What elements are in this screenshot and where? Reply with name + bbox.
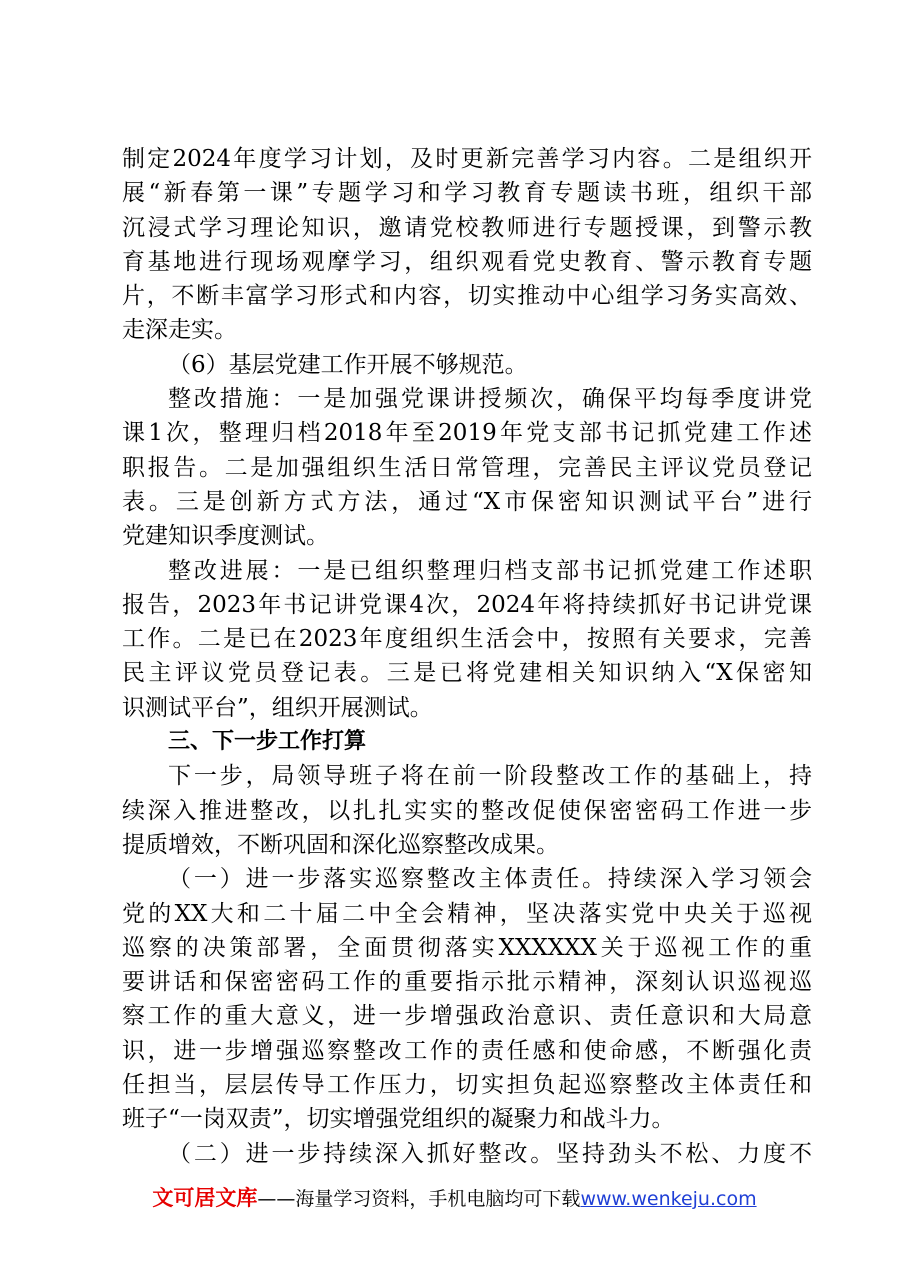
text-line: 整改措施：一是加强党课讲授频次，确保平均每季度讲党 (168, 386, 812, 413)
section-heading: 三、下一步工作打算 (168, 729, 367, 755)
text-line: 续深入推进整改，以扎扎实实的整改促使保密密码工作进一步 (122, 797, 812, 824)
text-line: 片，不断丰富学习形式和内容，切实推动中心组学习务实高效、 (122, 283, 812, 310)
text-line: （6）基层党建工作开展不够规范。 (168, 351, 528, 378)
footer-brand: 文可居文库 (152, 1186, 258, 1210)
text-line: 沉浸式学习理论知识，邀请党校教师进行专题授课，到警示教 (122, 214, 812, 241)
document-body (122, 142, 812, 1171)
text-line: 育基地进行现场观摩学习，组织观看党史教育、警示教育专题 (122, 248, 812, 275)
text-line: 提质增效，不断巩固和深化巡察整改成果。 (122, 831, 559, 858)
text-line: （一）进一步落实巡察整改主体责任。持续深入学习领会 (168, 866, 812, 893)
text-line: 报告，2023年书记讲党课4次，2024年将持续抓好书记讲党课 (122, 591, 812, 618)
text-line: （二）进一步持续深入抓好整改。坚持劲头不松、力度不 (168, 1140, 812, 1167)
text-line: 党建知识季度测试。 (122, 523, 329, 550)
text-line: 表。三是创新方式方法，通过“X市保密知识测试平台”进行 (122, 488, 812, 515)
text-line: 党的XX大和二十届二中全会精神，坚决落实党中央关于巡视 (122, 900, 812, 927)
text-line: 识测试平台”，组织开展测试。 (122, 694, 433, 721)
text-line: 识，进一步增强巡察整改工作的责任感和使命感，不断强化责 (122, 1037, 812, 1064)
text-line: 要讲话和保密密码工作的重要指示批示精神，深刻认识巡视巡 (122, 969, 812, 996)
text-line: 察工作的重大意义，进一步增强政治意识、责任意识和大局意 (122, 1003, 812, 1030)
text-line: 整改进展：一是已组织整理归档支部书记抓党建工作述职 (168, 557, 812, 584)
text-line: 职报告。二是加强组织生活日常管理，完善民主评议党员登记 (122, 454, 812, 481)
text-line: 走深走实。 (122, 317, 237, 344)
text-line: 课1次，整理归档2018年至2019年党支部书记抓党建工作述 (122, 420, 812, 447)
text-line: 下一步，局领导班子将在前一阶段整改工作的基础上，持 (168, 763, 812, 790)
text-line: 展“新春第一课”专题学习和学习教育专题读书班，组织干部 (122, 180, 812, 207)
text-line: 巡察的决策部署，全面贯彻落实XXXXXX关于巡视工作的重 (122, 934, 812, 961)
footer-slogan: ——海量学习资料，手机电脑均可下载 (257, 1188, 581, 1210)
text-line: 任担当，层层传导工作压力，切实担负起巡察整改主体责任和 (122, 1072, 812, 1099)
text-line: 工作。二是已在2023年度组织生活会中，按照有关要求，完善 (122, 626, 812, 653)
text-line: 制定2024年度学习计划，及时更新完善学习内容。二是组织开 (122, 146, 812, 172)
text-line: 民主评议党员登记表。三是已将党建相关知识纳入“X保密知 (122, 660, 812, 687)
text-line: 班子“一岗双责”，切实增强党组织的凝聚力和战斗力。 (122, 1106, 675, 1133)
watermark-footer (0, 1182, 909, 1212)
footer-website-link[interactable]: www.wenkeju.com (580, 1188, 757, 1210)
